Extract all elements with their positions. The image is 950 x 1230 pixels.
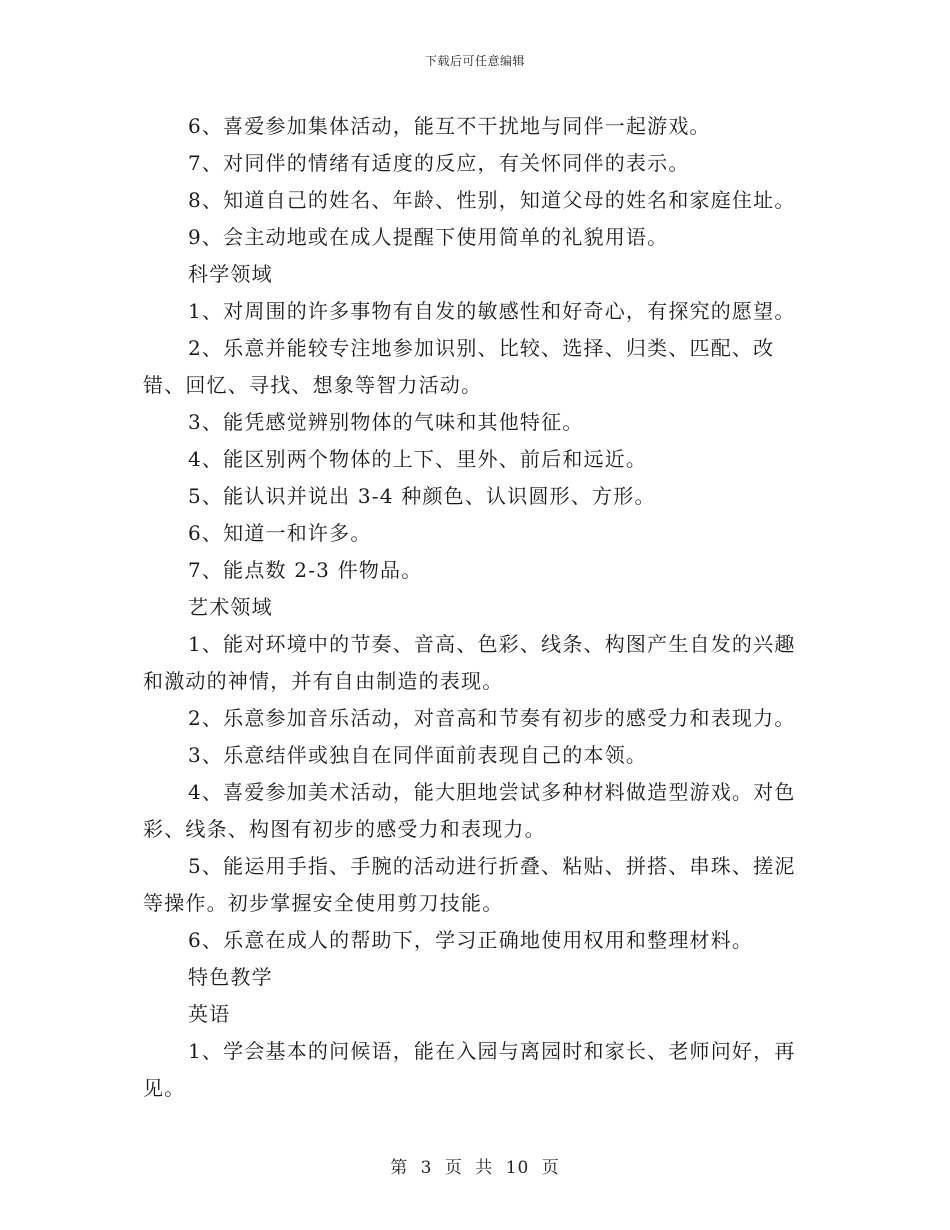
- paragraph: 2、乐意并能较专注地参加识别、比较、选择、归类、匹配、改错、回忆、寻找、想象等智力活动。: [143, 336, 775, 397]
- paragraph: 3、能凭感觉辨别物体的气味和其他特征。: [188, 410, 584, 434]
- paragraph: 5、能认识并说出 3-4 种颜色、认识圆形、方形。: [188, 484, 656, 508]
- footer-total-prefix: 共: [475, 1158, 494, 1178]
- paragraph: 6、喜爱参加集体活动，能互不干扰地与同伴一起游戏。: [188, 114, 711, 138]
- paragraph: 6、知道一和许多。: [188, 521, 372, 545]
- section-heading: 艺术领域: [188, 595, 273, 619]
- footer-prefix: 第: [390, 1158, 409, 1178]
- paragraph: 1、对周围的许多事物有自发的敏感性和好奇心，有探究的愿望。: [188, 299, 796, 323]
- footer-total-unit: 页: [541, 1158, 560, 1178]
- paragraph: 2、乐意参加音乐活动，对音高和节奏有初步的感受力和表现力。: [188, 706, 796, 730]
- paragraph: 1、学会基本的问候语，能在入园与离园时和家长、老师问好，再见。: [143, 1039, 796, 1100]
- section-heading: 科学领域: [188, 262, 273, 286]
- paragraph: 5、能运用手指、手腕的活动进行折叠、粘贴、拼搭、串珠、搓泥等操作。初步掌握安全使用剪刀技能。: [143, 854, 796, 915]
- paragraph: 4、能区别两个物体的上下、里外、前后和远近。: [188, 447, 648, 471]
- section-heading: 英语: [188, 1002, 231, 1026]
- paragraph: 4、喜爱参加美术活动，能大胆地尝试多种材料做造型游戏。对色彩、线条、构图有初步的感受力和表现力。: [143, 780, 796, 841]
- paragraph: 8、知道自己的姓名、年龄、性别，知道父母的姓名和家庭住址。: [188, 188, 796, 212]
- document-body: [143, 108, 813, 1107]
- paragraph: 7、能点数 2-3 件物品。: [188, 558, 423, 582]
- paragraph: 7、对同伴的情绪有适度的反应，有关怀同伴的表示。: [188, 151, 690, 175]
- paragraph: 9、会主动地或在成人提醒下使用简单的礼貌用语。: [188, 225, 669, 249]
- page-header: 下载后可任意编辑: [424, 54, 525, 68]
- paragraph: 6、乐意在成人的帮助下，学习正确地使用权用和整理材料。: [188, 928, 754, 952]
- paragraph: 1、能对环境中的节奏、音高、色彩、线条、构图产生自发的兴趣和激动的神情，并有自由制造的表现。: [143, 632, 796, 693]
- page-number: 3: [420, 1158, 433, 1178]
- total-pages: 10: [505, 1158, 530, 1178]
- page-footer: [0, 1153, 950, 1178]
- section-heading: 特色教学: [188, 965, 273, 989]
- footer-page-unit: 页: [444, 1158, 463, 1178]
- paragraph: 3、乐意结伴或独自在同伴面前表现自己的本领。: [188, 743, 648, 767]
